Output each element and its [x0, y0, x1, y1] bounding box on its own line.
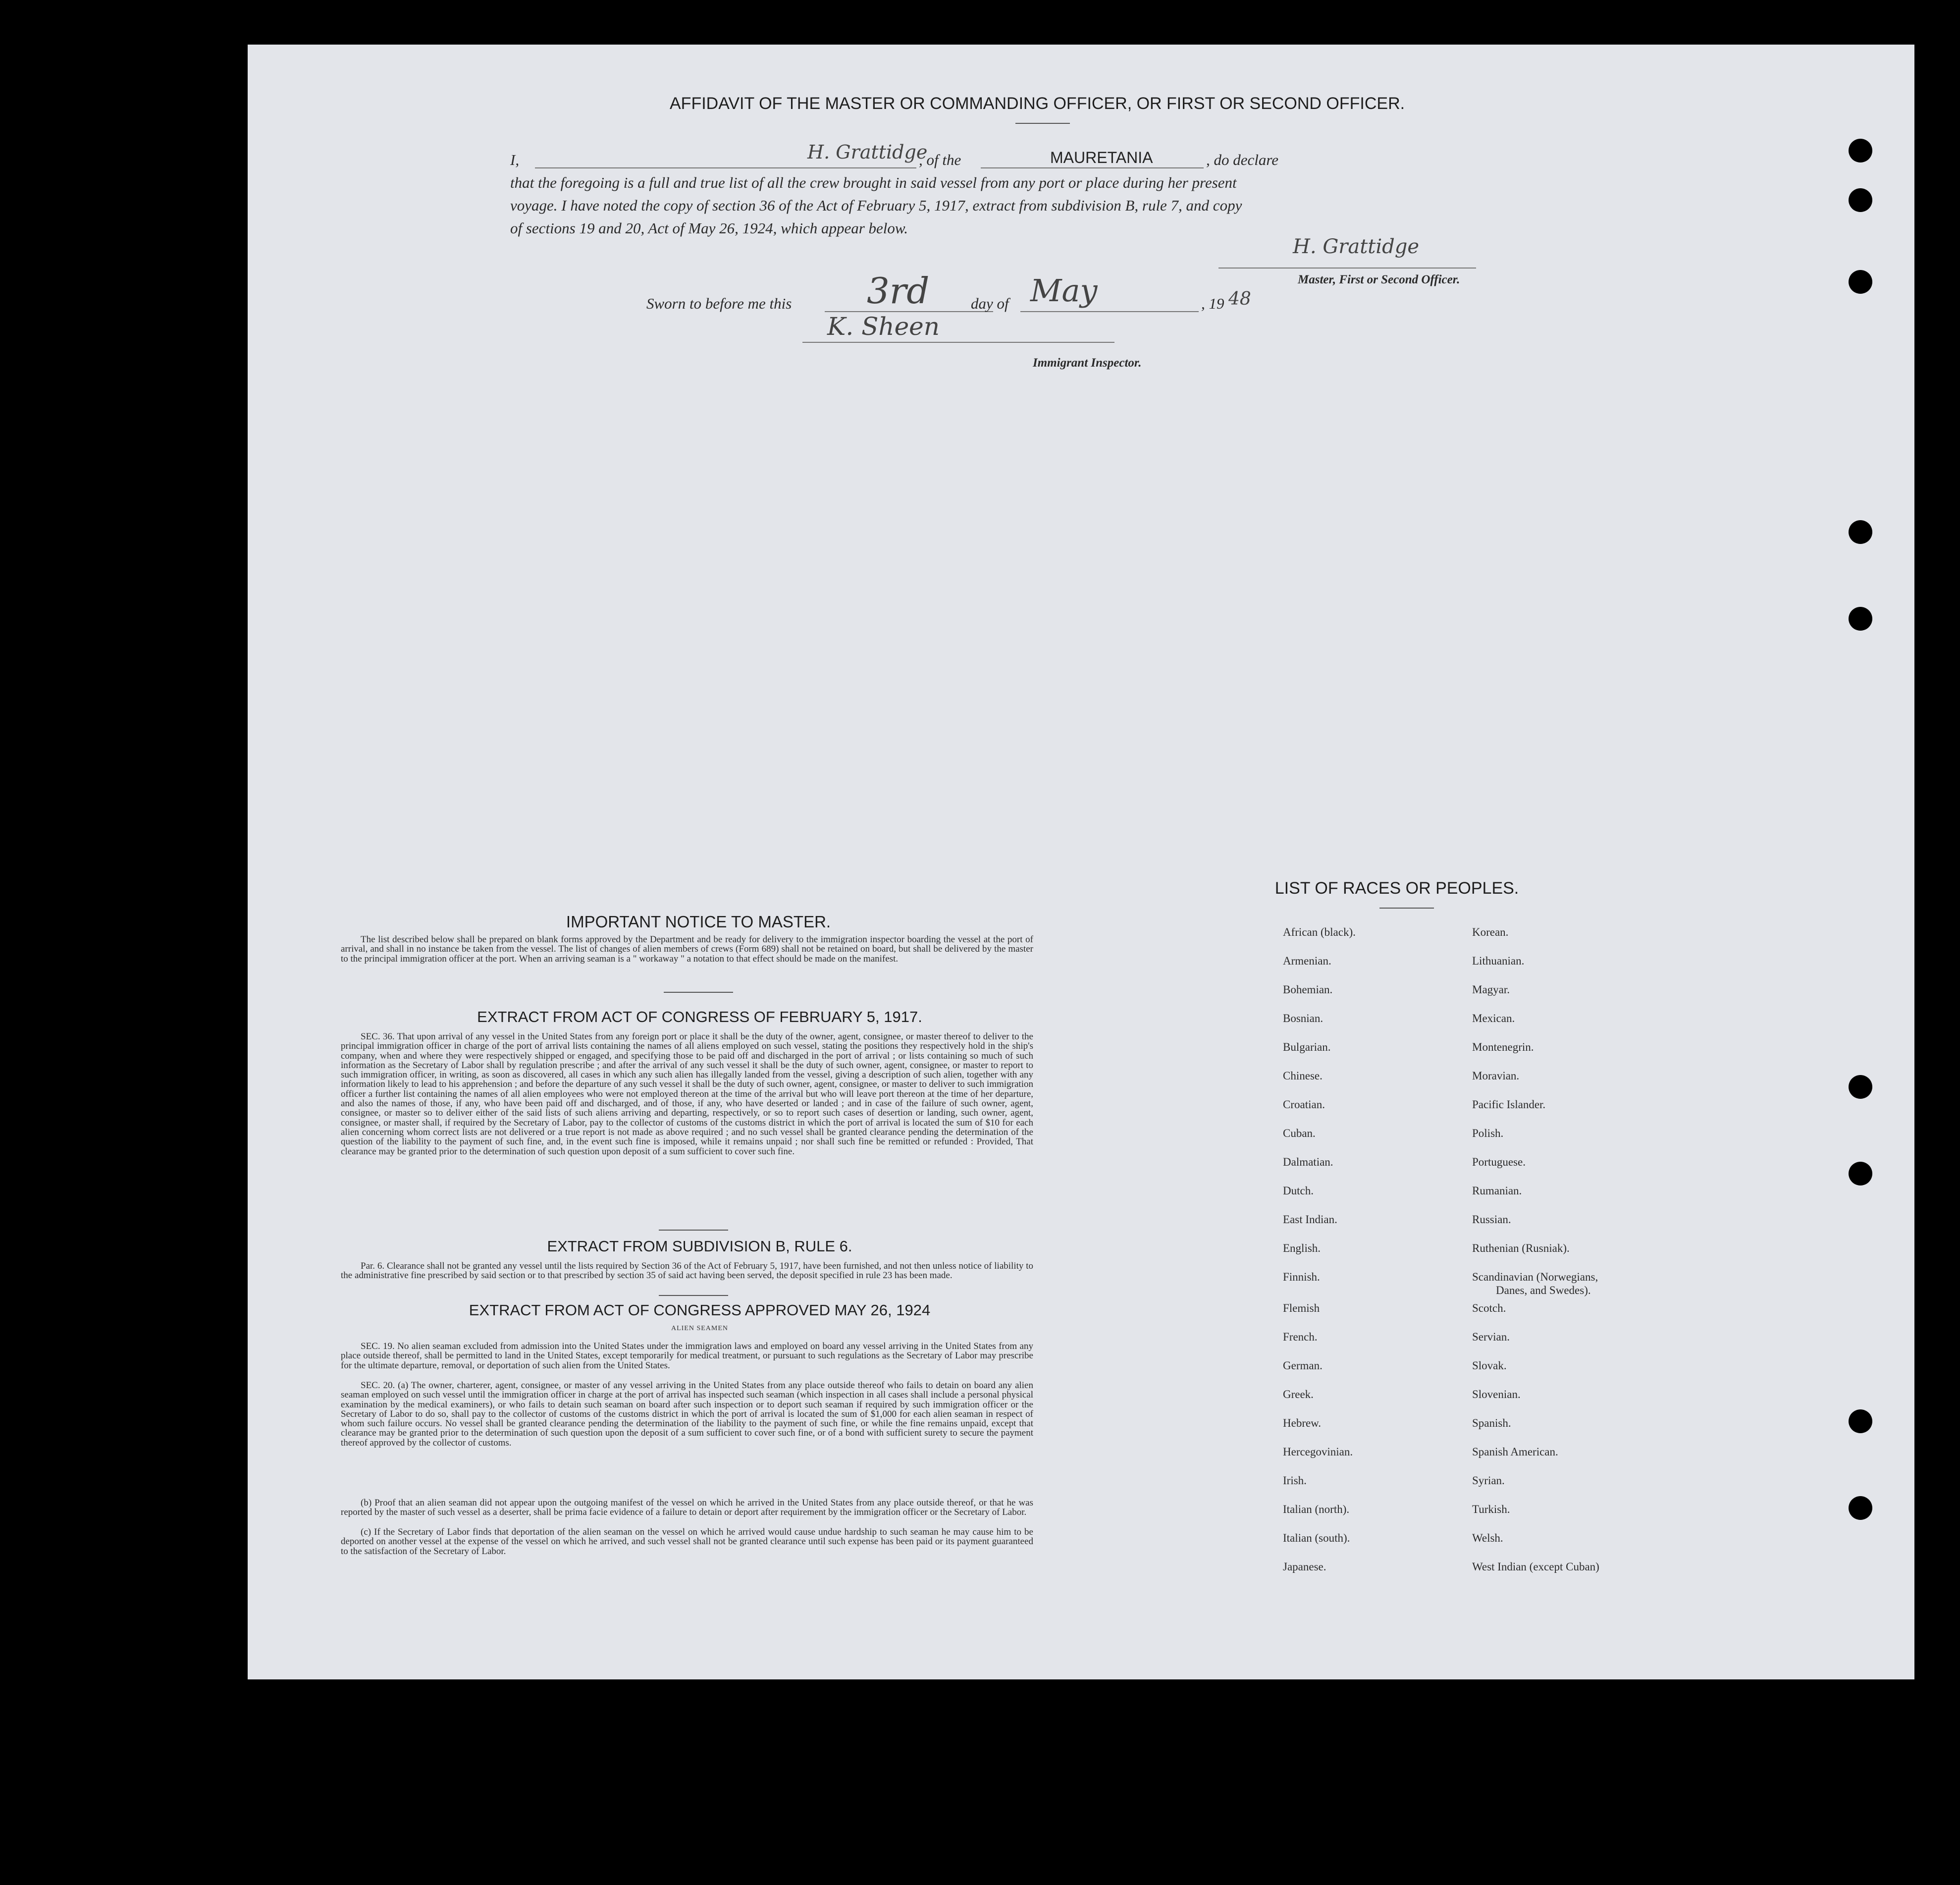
- month-line: [1020, 311, 1199, 312]
- race-item-continuation: Danes, and Swedes).: [1496, 1284, 1591, 1296]
- year-suffix: 48: [1228, 289, 1251, 309]
- race-item: Polish.: [1472, 1127, 1504, 1139]
- notice-divider: [664, 992, 733, 993]
- extract-1917-title: EXTRACT FROM ACT OF CONGRESS OF FEBRUARY 5, 1917.: [477, 1008, 922, 1025]
- declaration-line-1: that the foregoing is a full and true list of all the crew brought in said vessel from any port or place during her present: [510, 174, 1237, 191]
- master-caption: Master, First or Second Officer.: [1298, 273, 1460, 286]
- race-item: Finnish.: [1283, 1271, 1320, 1283]
- punch-hole: [1849, 1162, 1872, 1185]
- officer-signature: H. Grattidge: [807, 141, 928, 163]
- sworn-day: 3rd: [867, 270, 930, 312]
- race-item: Syrian.: [1472, 1474, 1505, 1487]
- extract-rule6-text: Par. 6. Clearance shall not be granted any vessel until the lists required by Section 36 of the Act of February 5, 1917, have been furnished, and not then unless notice of liability to the administrative fine prescribed by said section or to that prescribed by section 35 of said act having been served, the deposit specified in rule 23 has been made.: [341, 1261, 1033, 1281]
- year-prefix: , 19: [1201, 295, 1224, 312]
- race-item: African (black).: [1283, 926, 1356, 938]
- race-item: Ruthenian (Rusniak).: [1472, 1242, 1570, 1254]
- race-item: Lithuanian.: [1472, 955, 1525, 967]
- inspector-line: [802, 342, 1114, 343]
- race-item: Slovak.: [1472, 1359, 1507, 1372]
- race-item: West Indian (except Cuban): [1472, 1561, 1599, 1573]
- race-item: Greek.: [1283, 1388, 1314, 1400]
- inspector-caption: Immigrant Inspector.: [1033, 356, 1142, 370]
- declaration-line-3: of sections 19 and 20, Act of May 26, 1924, which appear below.: [510, 219, 908, 237]
- race-item: Irish.: [1283, 1474, 1307, 1487]
- race-item: Welsh.: [1472, 1532, 1503, 1544]
- race-item: Korean.: [1472, 926, 1509, 938]
- race-item: Dutch.: [1283, 1185, 1314, 1197]
- race-item: Slovenian.: [1472, 1388, 1521, 1400]
- vessel-line: [981, 167, 1204, 168]
- punch-hole: [1849, 188, 1872, 212]
- name-line: [535, 167, 916, 168]
- race-item: Portuguese.: [1472, 1156, 1526, 1168]
- extract-1917-divider: [659, 1230, 728, 1231]
- race-item: German.: [1283, 1359, 1323, 1372]
- race-item: Moravian.: [1472, 1070, 1520, 1082]
- race-item: East Indian.: [1283, 1213, 1337, 1226]
- master-signature: H. Grattidge: [1293, 235, 1420, 258]
- extract-1924-subtitle: ALIEN SEAMEN: [671, 1325, 729, 1332]
- punch-hole: [1849, 1409, 1872, 1433]
- race-item: Italian (north).: [1283, 1503, 1350, 1515]
- of-the-label: , of the: [919, 151, 961, 168]
- extract-1924-sec20a: SEC. 20. (a) The owner, charterer, agent, consignee, or master of any vessel arriving in the United States from any place outside thereof who fails to detain on board any alien seaman employed on such vessel until the immigration officer in charge at the port of arrival has inspected such seaman (which inspection in all cases shall include a personal physical examination by the medical examiners), or who fails to detain such seaman on board after such inspection or to deport such seaman if required by such immigration officer or the Secretary of Labor to do so, shall pay to the collector of customs of the customs district in which the port of arrival is located the sum of $1,000 for each alien seaman in respect of whom such failure occurs. No vessel shall be granted clearance pending the determination of the liability to the payment of such fine, or while the fine remains unpaid, except that clearance may be granted prior to the determination of such question upon the deposit of a sum sufficient to cover such fine, or of a bond with sufficient surety to secure the payment thereof approved by the collector of customs.: [341, 1380, 1033, 1448]
- race-item: Scotch.: [1472, 1302, 1506, 1314]
- extract-rule6-title: EXTRACT FROM SUBDIVISION B, RULE 6.: [547, 1238, 852, 1255]
- punch-hole: [1849, 520, 1872, 544]
- race-item: Spanish.: [1472, 1417, 1511, 1429]
- extract-1924-sec20b: (b) Proof that an alien seaman did not appear upon the outgoing manifest of the vessel on which he arrived in the United States from any place outside thereof, or that he was reported by the master of such vessel as a deserter, shall be prima facie evidence of a failure to detain or deport after requirement by the immigration officer or the Secretary of Labor.: [341, 1498, 1033, 1518]
- punch-hole: [1849, 270, 1872, 294]
- vessel-name: MAURETANIA: [1050, 149, 1153, 166]
- race-item: Pacific Islander.: [1472, 1098, 1546, 1111]
- notice-title: IMPORTANT NOTICE TO MASTER.: [566, 913, 831, 931]
- race-item: Mexican.: [1472, 1012, 1515, 1024]
- race-item: Turkish.: [1472, 1503, 1510, 1515]
- punch-hole: [1849, 607, 1872, 631]
- sworn-label: Sworn to before me this: [646, 295, 792, 312]
- race-item: Rumanian.: [1472, 1185, 1522, 1197]
- race-item: Flemish: [1283, 1302, 1320, 1314]
- race-item: English.: [1283, 1242, 1321, 1254]
- race-item: Bosnian.: [1283, 1012, 1324, 1024]
- race-item: Spanish American.: [1472, 1446, 1558, 1458]
- race-item: French.: [1283, 1331, 1318, 1343]
- day-of-label: day of: [971, 295, 1009, 312]
- extract-1924-sec20c: (c) If the Secretary of Labor finds that deportation of the alien seaman on the vessel on which he arrived would cause undue hardship to such seaman he may cause him to be deported on another vessel at the expense of the vessel on which he arrived, and such vessel shall not be granted clearance until such expense has been paid or its payment guaranteed to the satisfaction of the Secretary of Labor.: [341, 1527, 1033, 1557]
- master-signature-line: [1218, 268, 1476, 269]
- race-item: Dalmatian.: [1283, 1156, 1333, 1168]
- declaration-line-2: voyage. I have noted the copy of section 36 of the Act of February 5, 1917, extract from subdivision B, rule 7, and copy: [510, 197, 1242, 214]
- punch-hole: [1849, 1075, 1872, 1099]
- do-declare-label: , do declare: [1206, 151, 1279, 168]
- i-label: I,: [510, 151, 520, 168]
- inspector-signature: K. Sheen: [827, 312, 940, 341]
- race-item: Armenian.: [1283, 955, 1331, 967]
- title-divider: [1015, 123, 1070, 124]
- extract-1924-title: EXTRACT FROM ACT OF CONGRESS APPROVED MAY 26, 1924: [469, 1301, 931, 1319]
- notice-text: The list described below shall be prepared on blank forms approved by the Department and be ready for delivery to the immigration inspector boarding the vessel at the port of arrival, and shall in no instance be taken from the vessel. The list of changes of alien members of crews (Form 689) shall not be retained on board, but shall be delivered by the master to the principal immigration officer at the port. When an arriving seaman is a " workaway " a notation to that effect should be made on the manifest.: [341, 934, 1033, 964]
- race-item: Japanese.: [1283, 1561, 1326, 1573]
- race-item: Bohemian.: [1283, 983, 1333, 996]
- race-item: Scandinavian (Norwegians,: [1472, 1271, 1598, 1283]
- race-item: Servian.: [1472, 1331, 1510, 1343]
- race-item: Bulgarian.: [1283, 1041, 1331, 1053]
- extract-1924-sec19: SEC. 19. No alien seaman excluded from admission into the United States under the immigration laws and employed on board any vessel arriving in the United States from any place outside thereof, shall be permitted to land in the United States, except temporarily for medical treatment, or pursuant to such regulations as the Secretary of Labor may prescribe for the ultimate departure, removal, or deportation of such alien from the United States.: [341, 1341, 1033, 1371]
- race-item: Montenegrin.: [1472, 1041, 1534, 1053]
- race-item: Cuban.: [1283, 1127, 1316, 1139]
- race-item: Magyar.: [1472, 983, 1510, 996]
- extract-1917-text: SEC. 36. That upon arrival of any vessel in the United States from any foreign port or place it shall be the duty of the owner, agent, consignee, or master thereof to deliver to the principal immigration officer in charge of the port of arrival lists containing the names of all aliens employed on such vessel, stating the positions they respectively hold in the ship's company, when and where they were respectively shipped or engaged, and specifying those to be paid off and discharged in the port of arrival ; or lists containing so much of such information as the Secretary of Labor shall by regulation prescribe ; and after the arrival of any such vessel it shall be the duty of such owner, agent, consignee, or master to report to such immigration officer, in writing, as soon as discovered, all cases in which any such alien has illegally landed from the vessel, giving a description of such alien, together with any information likely to lead to his apprehension ; and before the departure of any such vessel it shall be the duty of such owner, agent, consignee, or master to deliver to such immigration officer a further list containing the names of all alien employees who were not employed thereon at the time of the arrival but who will leave port thereon at the time of her departure, and also the names of those, if any, who have been paid off and discharged, and of those, if any, who have deserted or landed ; and in case of the failure of such owner, agent, consignee, or master so to deliver either of the said lists of such aliens arriving and departing, respectively, or so to report such cases of desertion or landing, such owner, agent, consignee, or master shall, if required by the Secretary of Labor, pay to the collector of customs of the customs district in which the port of arrival is located the sum of $10 for each alien concerning whom correct lists are not delivered or a true report is not made as above required ; and no such vessel shall be granted clearance pending the determination of the question of the liability to the payment of such fine, and, in the event such fine is imposed, while it remains unpaid ; nor shall such fine be remitted or refunded : Provided, That clearance may be granted prior to the determination of such question upon deposit of a sum sufficient to cover such fine.: [341, 1031, 1033, 1157]
- document-page: [248, 45, 1914, 1679]
- affidavit-title: AFFIDAVIT OF THE MASTER OR COMMANDING OFFICER, OR FIRST OR SECOND OFFICER.: [670, 94, 1405, 113]
- race-item: Hebrew.: [1283, 1417, 1322, 1429]
- race-item: Hercegovinian.: [1283, 1446, 1353, 1458]
- races-divider: [1379, 908, 1434, 909]
- race-item: Chinese.: [1283, 1070, 1323, 1082]
- race-item: Italian (south).: [1283, 1532, 1350, 1544]
- punch-hole: [1849, 139, 1872, 162]
- race-item: Russian.: [1472, 1213, 1511, 1226]
- punch-hole: [1849, 1496, 1872, 1520]
- sworn-month: May: [1030, 272, 1098, 309]
- extract-rule6-divider: [659, 1295, 728, 1296]
- races-title: LIST OF RACES OR PEOPLES.: [1274, 879, 1519, 898]
- race-item: Croatian.: [1283, 1098, 1325, 1111]
